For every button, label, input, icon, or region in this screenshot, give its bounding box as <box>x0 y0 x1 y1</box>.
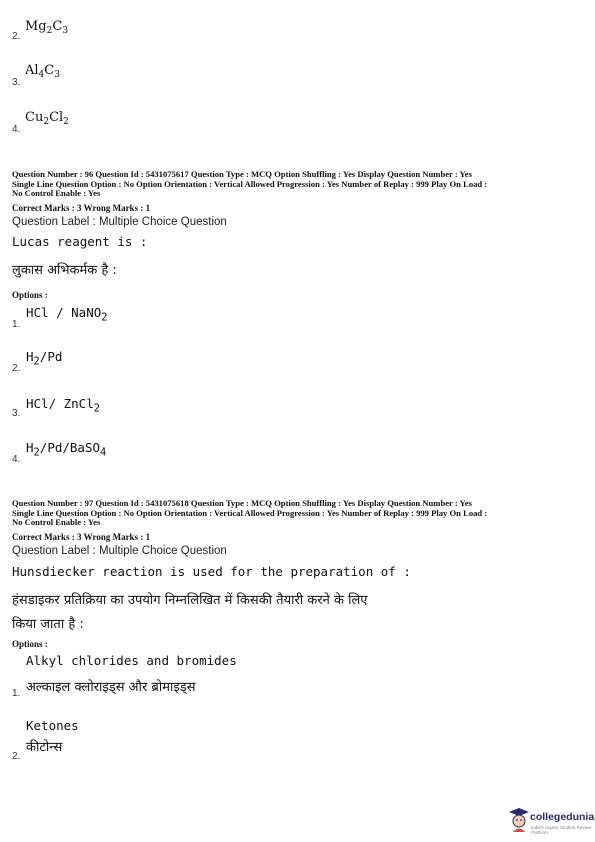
option-number: 4. <box>12 454 21 465</box>
logo-tagline: India's largest Student Review Platform <box>531 825 592 835</box>
graduate-mascot-icon <box>508 807 530 833</box>
option-number: 3. <box>12 77 21 88</box>
question-label: Question Label : Multiple Choice Question <box>12 216 227 228</box>
option-formula: $Al_4C_3$ <box>25 63 60 80</box>
question-label: Question Label : Multiple Choice Question <box>12 545 227 557</box>
options-label: Options : <box>12 639 48 649</box>
question-meta <box>12 499 587 528</box>
option-text-hi: अल्काइल क्लोराइड्स और ब्रोमाइड्स <box>26 680 196 695</box>
options-label: Options : <box>12 290 48 300</box>
option-text: $H_2/Pd$ <box>26 349 63 368</box>
meta-line: No Control Enable : Yes <box>12 188 101 199</box>
option-text: $H_2/Pd/BaSO_4$ <box>26 440 107 459</box>
option-number: 2. <box>12 751 21 762</box>
option-text-hi: कीटोन्स <box>26 740 63 755</box>
question-meta <box>12 170 587 199</box>
question-stem-en: Lucas reagent is : <box>12 234 148 249</box>
question-marks: Correct Marks : 3 Wrong Marks : 1 <box>12 203 151 213</box>
question-stem-hi: किया जाता है : <box>12 617 84 632</box>
option-text: HCl / NaNO$_2$ <box>26 305 108 324</box>
meta-line: Single Line Question Option : No Option Orientation : Vertical Allowed Progression : Yes Number of Replay : 999 Play On Load : <box>12 507 488 518</box>
logo-name: collegedunia <box>530 811 595 823</box>
meta-line: Single Line Question Option : No Option Orientation : Vertical Allowed Progression : Yes Number of Replay : 999 Play On Load : <box>12 178 488 189</box>
question-stem-en: Hunsdiecker reaction is used for the preparation of : <box>12 564 411 579</box>
option-text-en: Ketones <box>26 718 79 733</box>
option-number: 3. <box>12 408 21 419</box>
question-marks: Correct Marks : 3 Wrong Marks : 1 <box>12 532 151 542</box>
meta-line: Question Number : 96 Question Id : 5431075617 Question Type : MCQ Option Shuffling : Yes Display Question Number : Yes <box>12 169 472 179</box>
option-text-en: Alkyl chlorides and bromides <box>26 653 237 668</box>
option-formula: $Mg_2C_3$ <box>25 19 69 36</box>
option-number: 1. <box>12 688 21 699</box>
option-text: HCl/ ZnCl$_2$ <box>26 396 100 415</box>
option-number: 2. <box>12 363 21 374</box>
option-formula: $Cu_2Cl_2$ <box>25 110 69 127</box>
question-stem-hi: हंसडाइकर प्रतिक्रिया का उपयोग निम्नलिखित में किसकी तैयारी करने के लिए <box>12 593 368 608</box>
meta-line: No Control Enable : Yes <box>12 517 101 528</box>
collegedunia-logo <box>508 806 595 836</box>
option-number: 1. <box>12 319 21 330</box>
option-number: 2. <box>12 31 21 42</box>
meta-line: Question Number : 97 Question Id : 5431075618 Question Type : MCQ Option Shuffling : Yes Display Question Number : Yes <box>12 498 472 508</box>
option-number: 4. <box>12 124 21 135</box>
question-stem-hi: लुकास अभिकर्मक है : <box>12 263 117 278</box>
